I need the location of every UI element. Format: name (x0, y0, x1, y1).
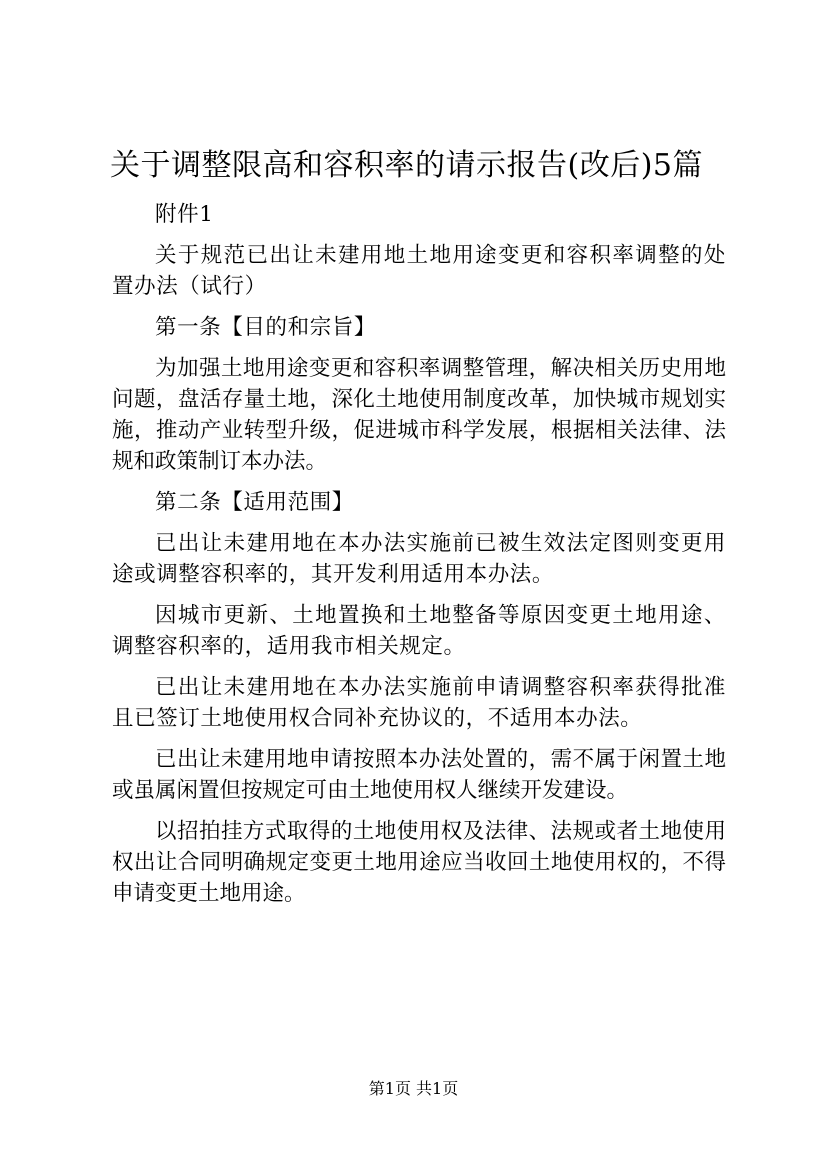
article-2-heading: 第二条【适用范围】 (155, 490, 354, 515)
article-1-heading: 第一条【目的和宗旨】 (155, 315, 377, 340)
article-2-text-1: 已出让未建用地在本办法实施前已被生效法定图则变更用途或调整容积率的，其开发利用适用本办法。 (112, 531, 726, 587)
article-2-text-4: 已出让未建用地申请按照本办法处置的，需不属于闲置土地或虽属闲置但按规定可由土地使用权人继续开发建设。 (112, 747, 726, 803)
article-2-text-3: 已出让未建用地在本办法实施前申请调整容积率获得批准且已签订土地使用权合同补充协议的，不适用本办法。 (112, 675, 726, 731)
article-2-text-2: 因城市更新、土地置换和土地整备等原因变更土地用途、调整容积率的，适用我市相关规定。 (112, 603, 726, 659)
page-footer: 第1页 共1页 (368, 1079, 459, 1098)
document-title: 关于调整限高和容积率的请示报告(改后)5篇 (110, 148, 703, 183)
document-body (112, 199, 726, 919)
article-1-text: 为加强土地用途变更和容积率调整管理，解决相关历史用地问题，盘活存量土地，深化土地使用制度改革，加快城市规划实施，推动产业转型升级，促进城市科学发展，根据相关法律、法规和政策制订本办法。 (112, 356, 726, 474)
article-2-text-5: 以招拍挂方式取得的土地使用权及法律、法规或者土地使用权出让合同明确规定变更土地用途应当收回土地使用权的，不得申请变更土地用途。 (112, 819, 726, 906)
attachment-label: 附件1 (155, 202, 214, 227)
measure-title: 关于规范已出让未建用地土地用途变更和容积率调整的处置办法（试行） (112, 243, 726, 299)
